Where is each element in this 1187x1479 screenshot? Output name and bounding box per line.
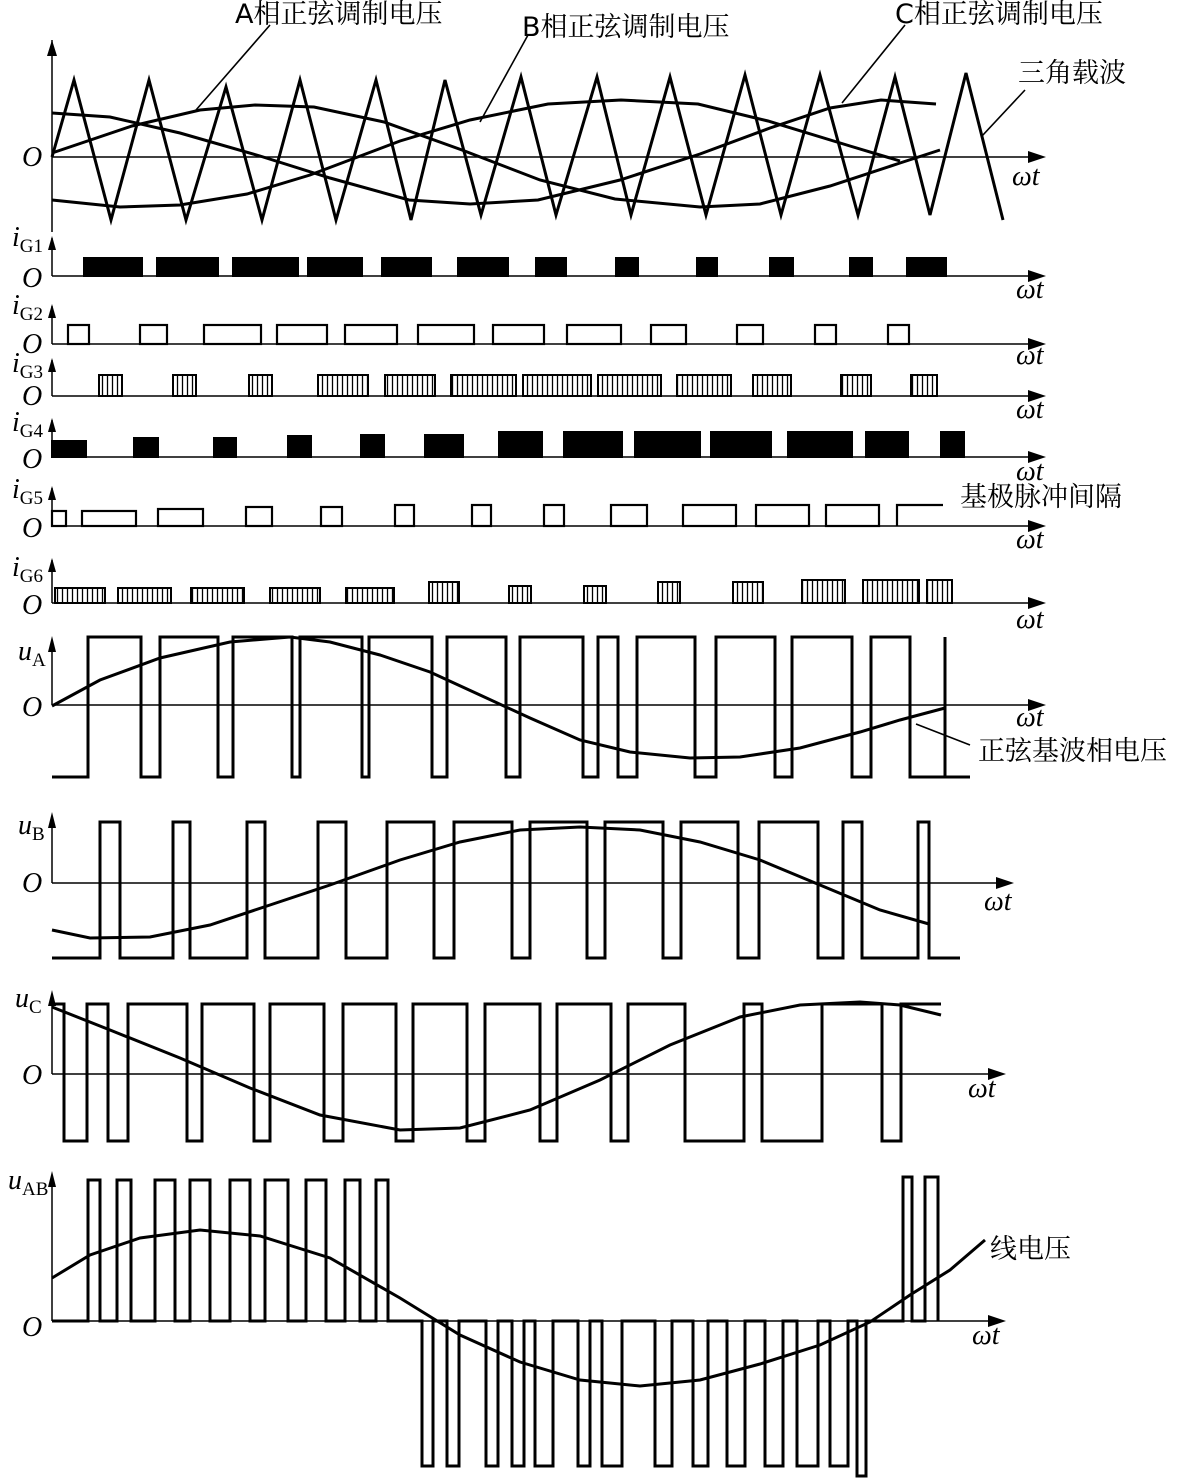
label-uC: $u_C$ xyxy=(15,983,42,1018)
label-uAB: $u_{AB}$ xyxy=(8,1165,49,1200)
iG5-x-label: ωt xyxy=(1016,524,1044,555)
label-iG4: $i_{G4}$ xyxy=(12,407,44,442)
uB-pwm xyxy=(52,822,960,958)
label-base-gap: 基极脉冲间隔 xyxy=(960,482,1122,513)
gate-iG6 xyxy=(12,552,1046,635)
label-iG6: $i_{G6}$ xyxy=(12,552,44,587)
uB-x-label: ωt xyxy=(984,886,1012,917)
label-iG2: $i_{G2}$ xyxy=(12,290,44,325)
uC-origin: O xyxy=(22,1060,43,1091)
label-carrier: 三角载波 xyxy=(1018,58,1126,89)
iG4-origin: O xyxy=(22,444,43,475)
iG6-x-label: ωt xyxy=(1016,604,1044,635)
label-uA: $u_A$ xyxy=(18,636,46,671)
gate-iG2 xyxy=(12,290,1046,371)
iG3-x-label: ωt xyxy=(1016,394,1044,425)
uC-x-label: ωt xyxy=(968,1073,996,1104)
mod-y-arrow xyxy=(47,40,57,56)
iG2-x-label: ωt xyxy=(1016,340,1044,371)
label-iG1: $i_{G1}$ xyxy=(12,222,44,257)
uAB-fundamental xyxy=(52,1230,985,1386)
label-iG5: $i_{G5}$ xyxy=(12,474,44,509)
label-line-voltage: 线电压 xyxy=(990,1234,1071,1265)
uAB-x-label: ωt xyxy=(972,1320,1000,1351)
phase-uB xyxy=(18,810,1014,958)
iG6-origin: O xyxy=(22,590,43,621)
uA-x-label: ωt xyxy=(1016,702,1044,733)
mod-x-label: ωt xyxy=(1012,161,1040,192)
label-sine-b: B相正弦调制电压 xyxy=(522,12,730,43)
label-sine-a: A相正弦调制电压 xyxy=(235,0,443,30)
uAB-pwm xyxy=(52,1177,938,1476)
iG2-origin: O xyxy=(22,329,43,360)
uAB-origin: O xyxy=(22,1312,43,1343)
uC-fundamental xyxy=(52,1002,941,1130)
uA-pwm xyxy=(52,637,970,777)
label-sine-c: C相正弦调制电压 xyxy=(895,0,1103,30)
uA-origin: O xyxy=(22,692,43,723)
gate-iG4 xyxy=(12,407,1046,487)
uC-pwm xyxy=(52,1004,941,1141)
label-uB: $u_B$ xyxy=(18,810,45,845)
phase-uC xyxy=(15,983,1006,1141)
iG4-x-label: ωt xyxy=(1016,456,1044,487)
triangle-carrier xyxy=(52,73,1003,220)
gate-iG3 xyxy=(12,348,1046,425)
mod-origin: O xyxy=(22,142,43,173)
label-phase-fund: 正弦基波相电压 xyxy=(978,736,1167,767)
gate-iG5 xyxy=(12,474,1122,555)
gate-iG1 xyxy=(12,222,1046,305)
phase-uA xyxy=(18,636,1167,777)
uB-origin: O xyxy=(22,868,43,899)
iG1-x-label: ωt xyxy=(1016,274,1044,305)
iG3-origin: O xyxy=(22,381,43,412)
iG1-origin: O xyxy=(22,263,43,294)
modulation-panel xyxy=(22,0,1126,232)
uA-fundamental xyxy=(52,637,945,758)
label-iG3: $i_{G3}$ xyxy=(12,348,44,383)
line-uAB xyxy=(8,1165,1071,1476)
iG5-origin: O xyxy=(22,513,43,544)
